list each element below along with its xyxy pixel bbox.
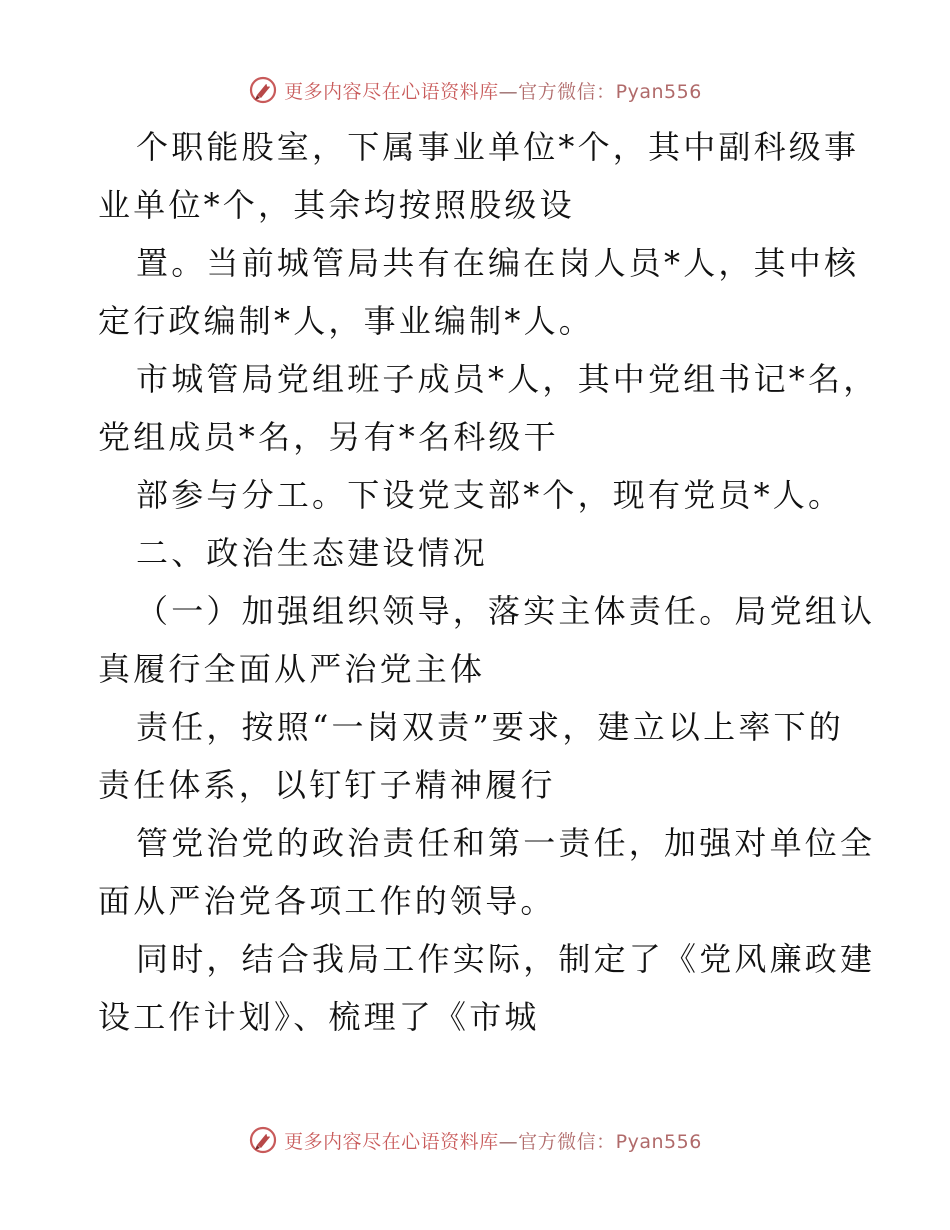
text-line: 定行政编制*人，事业编制*人。 xyxy=(98,302,595,340)
text-line: 市城管局党组班子成员*人，其中党组书记*名， xyxy=(136,360,879,398)
text-line: 管党治党的政治责任和第一责任，加强对单位全 xyxy=(136,824,876,862)
text-line: 党组成员*名，另有*名科级干 xyxy=(98,418,559,456)
pen-nib-logo-icon xyxy=(248,75,278,105)
text-line: 二、政治生态建设情况 xyxy=(136,534,489,572)
text-line: 同时，结合我局工作实际，制定了《党风廉政建 xyxy=(136,940,876,978)
text-line: （一）加强组织领导，落实主体责任。局党组认 xyxy=(136,592,876,630)
text-line: 部参与分工。下设党支部*个，现有党员*人。 xyxy=(136,476,844,514)
text-line: 责任，按照“一岗双责”要求，建立以上率下的 xyxy=(136,708,844,746)
watermark-text: 更多内容尽在心语资料库—官方微信：Pyan556 xyxy=(284,80,702,103)
document-body xyxy=(98,118,879,1046)
text-line: 设工作计划》、梳理了《市城 xyxy=(98,998,540,1036)
footer-watermark-banner xyxy=(0,1120,950,1160)
header-watermark-banner xyxy=(0,70,950,110)
text-line: 责任体系，以钉钉子精神履行 xyxy=(98,766,556,804)
text-line: 面从严治党各项工作的领导。 xyxy=(98,882,556,920)
watermark-text: 更多内容尽在心语资料库—官方微信：Pyan556 xyxy=(284,1130,702,1153)
text-line: 个职能股室，下属事业单位*个，其中副科级事 xyxy=(136,128,860,166)
text-line: 业单位*个，其余均按照股级设 xyxy=(98,186,575,224)
text-line: 置。当前城管局共有在编在岗人员*人，其中核 xyxy=(136,244,860,282)
pen-nib-logo-icon xyxy=(248,1125,278,1155)
text-line: 真履行全面从严治党主体 xyxy=(98,650,486,688)
